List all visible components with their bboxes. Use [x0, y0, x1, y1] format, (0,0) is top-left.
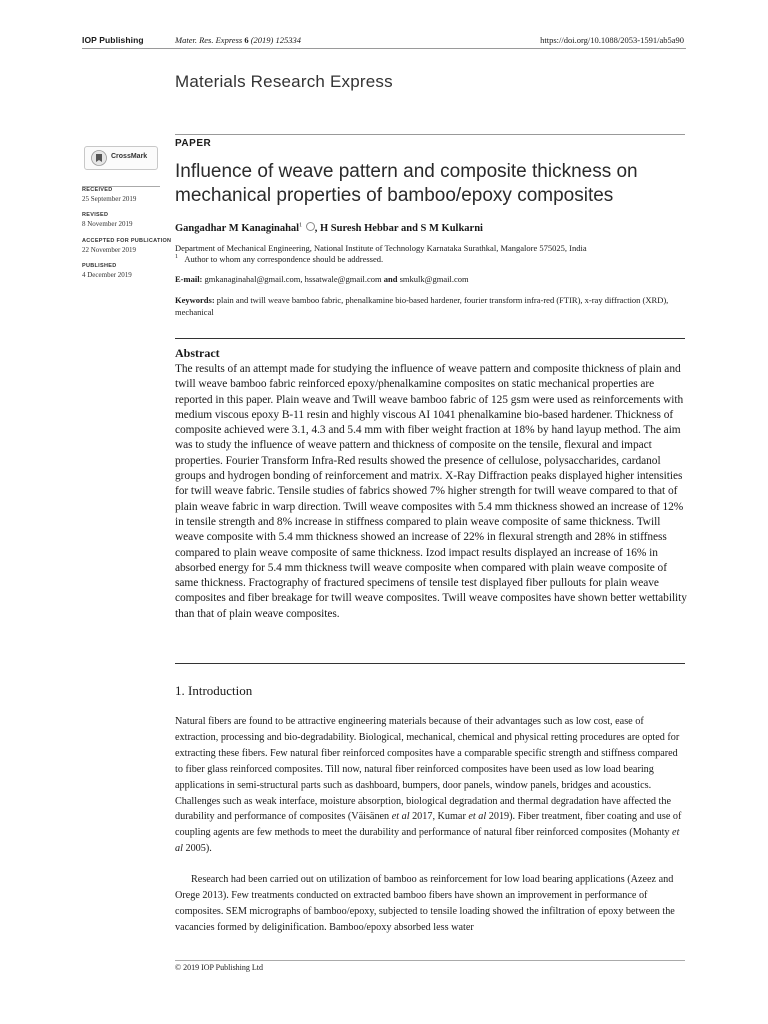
citation-link[interactable]: Azeez and Orege 2013	[175, 874, 674, 901]
citation-etal: et al	[468, 811, 487, 823]
header-divider	[82, 48, 686, 49]
journal-abbrev: Mater. Res. Express	[175, 35, 243, 45]
corresponding-marker: 1	[175, 254, 178, 261]
keywords	[175, 294, 685, 318]
published-date: 4 December 2019	[82, 271, 132, 279]
keywords-text: plain and twill weave bamboo fabric, phenalkamine bio-based hardener, fourier transform infra-red (FTIR), x-ray diffraction (XRD), mechanical	[175, 295, 669, 317]
paper-divider	[175, 134, 685, 135]
publisher-name: IOP Publishing	[82, 35, 144, 45]
orcid-icon[interactable]	[306, 222, 315, 231]
footer-divider	[175, 960, 685, 961]
crossmark-label: CrossMark	[111, 153, 148, 160]
citation-author: Kumar	[437, 811, 469, 823]
citation-link[interactable]	[438, 811, 510, 822]
crossmark-badge[interactable]	[84, 146, 158, 170]
volume-number: 6	[244, 35, 249, 45]
journal-title: Materials Research Express	[175, 72, 393, 91]
article-type-label: PAPER	[175, 138, 212, 149]
doi-link[interactable]: https://doi.org/10.1088/2053-1591/ab5a90	[540, 35, 684, 45]
citation-author: Väisänen	[351, 811, 392, 823]
email-link[interactable]: smkulk@gmail.com	[399, 274, 469, 284]
citation-etal: et al	[175, 827, 680, 855]
citation-year: 2019	[486, 811, 510, 823]
journal-citation	[175, 35, 301, 45]
accepted-date: 22 November 2019	[82, 246, 137, 254]
abstract-divider-bottom	[175, 663, 685, 664]
published-label: PUBLISHED	[82, 263, 117, 269]
received-date: 25 September 2019	[82, 195, 137, 203]
citation-link[interactable]	[351, 811, 432, 822]
paper-title: Influence of weave pattern and composite thickness on mechanical properties of bamboo/epoxy composites	[175, 161, 638, 206]
author-names-rest: , H Suresh Hebbar and S M Kulkarni	[314, 223, 483, 234]
abstract-text: The results of an attempt made for studying the influence of weave pattern and composite thickness of plain and twill weave bamboo fabric reinforced epoxy/phenalkamine composites on static mechanical properties are reported in this paper. Plain weave and Twill weave bamboo fabric of 125 gsm were used as reinforcements with medium viscous epoxy B-11 resin and highly viscous AI 1041 phenalkamine bio-based hardener. Thickness of composite achieved were 3.1, 4.3 and 5.4 mm with fiber weight fraction at 18% by hand layup method. The aim was to study the influence of weave pattern and thickness of composite on the tensile, flexural and impact properties. Fourier Transform Infra-Red results showed the presence of cellulose, polysaccharides, cardanol groups and hydrogen bonding of reinforcement and matrix. X-Ray Diffraction peaks displayed higher intensities for twill weave fabric. Tensile studies of fabrics showed 7% higher strength for twill weave compared to that of plain weave fabric in warp direction. Twill weave composites with 5.4 mm thickness showed an increase of 12% in tensile strength and 8% increase in stiffness compared to plain weave composite of same thickness. Twill weave composite with 5.4 mm thickness showed an increase of 22% in flexural strength and 28% in stiffness compared to plain weave composite of same thickness. Izod impact results displayed an increase of 16% in absorbed energy for 5.4 mm thickness twill weave composite when compared with plain weave composite of same thickness. Fractography of fractured specimens of tensile test displayed fiber pullouts for plain weave composites and fiber breakage for twill weave composites. Twill weave composites have shown better wettability than that of plain weave composites.	[175, 363, 687, 620]
intro-text: ).	[205, 843, 212, 855]
intro-paragraph	[175, 872, 687, 936]
abstract-divider-top	[175, 338, 685, 339]
citation-year: 2005	[182, 843, 206, 855]
corresponding-note	[175, 254, 383, 264]
received-label: RECEIVED	[82, 187, 113, 193]
year-issue: (2019) 125334	[250, 35, 301, 45]
revised-label: REVISED	[82, 212, 109, 218]
email-label: E-mail:	[175, 274, 203, 284]
email-and: and	[381, 274, 400, 284]
revised-date: 8 November 2019	[82, 220, 133, 228]
email-link[interactable]: gmkanaginahal@gmail.com	[204, 274, 301, 284]
intro-text: ). Fiber treatment, fiber coating and use of coupling agents are few methods to meet the durability and performance of natural fiber reinforced composites (	[175, 811, 682, 839]
intro-text: Research had been carried out on utilization of bamboo as reinforcement for low load bearing applications (	[191, 874, 631, 885]
citation-separator: ,	[432, 811, 438, 823]
abstract-heading: Abstract	[175, 346, 220, 360]
author-list	[175, 222, 483, 234]
email-separator: ,	[300, 274, 305, 284]
intro-text: Natural fibers are found to be attractive engineering materials because of their advantages such as low cost, ease of extraction, processing and bio-degradability. Biological, mechanical, chemical and physical retting procedures are opted for extracting these fibers. Few natural fiber reinforced composites have a comparable specific strength and stiffness compared to fiber glass reinforced composites. Till now, natural fiber reinforced composites have been used as low load bearing applications in semi-structural parts such as dashboard, bumpers, door panels, window panels, bridges and acoustics. Challenges such as weak interface, moisture absorption, biological degradation and thermal degradation have affected the durability and performance of composites (	[175, 716, 680, 823]
accepted-label: ACCEPTED FOR PUBLICATION	[82, 238, 172, 244]
intro-paragraph	[175, 714, 687, 857]
author-affiliation-marker: 1	[299, 222, 303, 229]
citation-author: Mohanty	[632, 827, 673, 839]
intro-text: ). Few treatments conducted on extracted bamboo fibers have shown an improvement in performance of composites. SEM micrographs of bamboo/epoxy, subjected to tensile loading showed the infiltration of epoxy between the vacancies formed by deliginification. Bamboo/epoxy absorbed less water	[175, 889, 675, 933]
keywords-label: Keywords:	[175, 295, 215, 305]
crossmark-icon	[91, 150, 107, 166]
email-list	[175, 274, 469, 284]
citation-etal: et al	[391, 811, 410, 823]
author-name[interactable]: Gangadhar M Kanaginahal	[175, 223, 300, 234]
citation-year: 2017	[409, 811, 433, 823]
email-link[interactable]: hssatwale@gmail.com	[304, 274, 382, 284]
corresponding-text: Author to whom any correspondence should be addressed.	[184, 254, 384, 264]
section-heading-introduction: 1. Introduction	[175, 683, 253, 698]
affiliation: Department of Mechanical Engineering, National Institute of Technology Karnataka Surathkal, Mangalore 575025, India	[175, 243, 587, 253]
copyright-notice: © 2019 IOP Publishing Ltd	[175, 963, 264, 972]
